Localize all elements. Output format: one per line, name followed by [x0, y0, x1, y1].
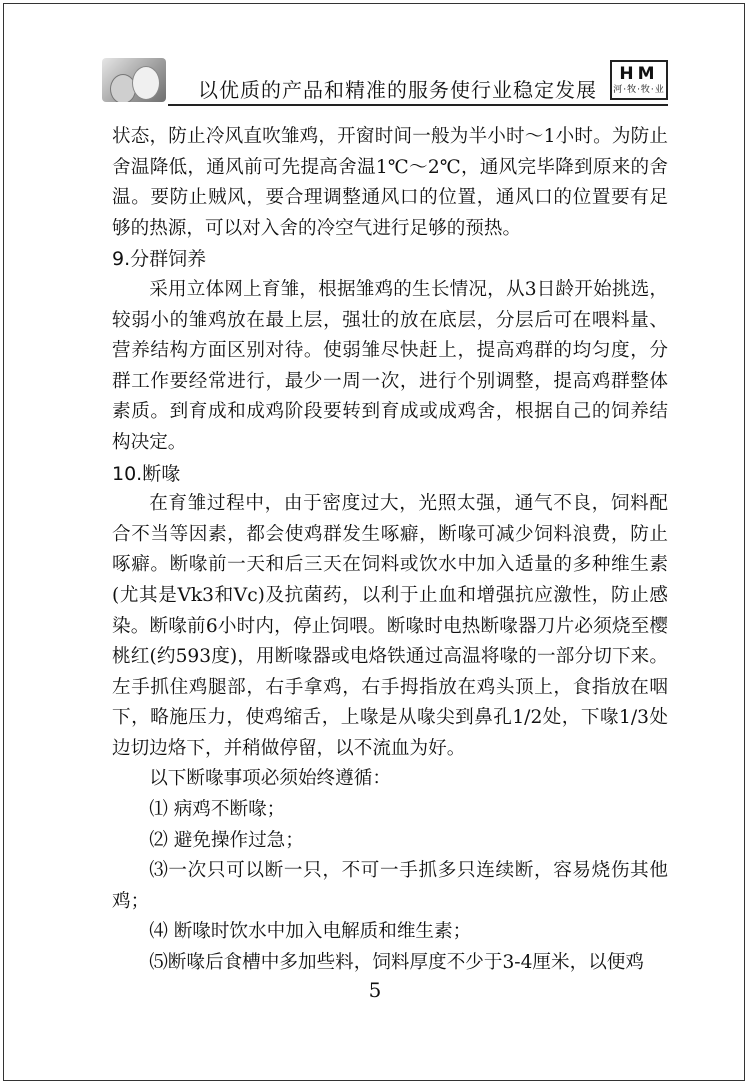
- header-rule: [168, 104, 668, 106]
- section-heading-10: 10.断喙: [112, 462, 181, 485]
- rule-item: ⑶一次只可以断一只，不可一手抓多只连续断，容易烧伤其他鸡；: [112, 860, 668, 912]
- rule-item: ⑴ 病鸡不断喙；: [149, 799, 286, 821]
- section-heading-9: 9.分群饲养: [112, 248, 207, 271]
- section-10-paragraph: 在育雏过程中，由于密度过大，光照太强，通气不良，饲料配合不当等因素，都会使鸡群发生啄癖，断喙可减少饲料浪费，防止啄癖。断喙前一天和后三天在饲料或饮水中加入适量的多种维生素(尤其是Vk3和Vc)及抗菌药，以利于止血和增强抗应激性，防止感染。断喙前6小时内，停止饲喂。断喙时电热断喙器刀片必须烧至樱桃红(约593度)，用断喙器或电烙铁通过高温将喙的一部分切下来。左手抓住鸡腿部，右手拿鸡，右手拇指放在鸡头顶上，食指放在咽下，略施压力，使鸡缩舌，上喙是从喙尖到鼻孔1/2处，下喙1/3处边切边烙下，并稍做停留，以不流血为好。: [112, 493, 668, 759]
- page-body: [112, 122, 668, 979]
- logo-subtitle: 河·牧·牧·业: [613, 85, 665, 95]
- rules-intro: 以下断喙事项必须始终遵循：: [149, 768, 391, 790]
- page-number: 5: [368, 978, 382, 1002]
- rule-item: ⑵ 避免操作过急；: [149, 829, 304, 851]
- header-title: 以优质的产品和精准的服务使行业稳定发展: [198, 78, 597, 102]
- paragraph-continued: 状态，防止冷风直吹雏鸡，开窗时间一般为半小时～1小时。为防止舍温降低，通风前可先提高舍温1℃～2℃，通风完毕降到原来的舍温。要防止贼风，要合理调整通风口的位置，通风口的位置要有足够的热源，可以对入舍的冷空气进行足够的预热。: [112, 126, 668, 239]
- chick-shape: [132, 66, 160, 100]
- section-9-paragraph: 采用立体网上育雏，根据雏鸡的生长情况，从3日龄开始挑选，较弱小的雏鸡放在最上层，强壮的放在底层，分层后可在喂料量、营养结构方面区别对待。使弱雏尽快赶上，提高鸡群的均匀度，分群工作要经常进行，最少一周一次，进行个别调整，提高鸡群整体素质。到育成和成鸡阶段要转到育成或成鸡舍，根据自己的饲养结构决定。: [112, 278, 668, 453]
- rule-item: ⑸断喙后食槽中多加些料，饲料厚度不少于3-4厘米，以便鸡: [149, 952, 644, 974]
- running-header: [102, 52, 668, 108]
- logo-mark: HM: [619, 64, 659, 84]
- chick-egg-image: [102, 58, 166, 102]
- rule-item: ⑷ 断喙时饮水中加入电解质和维生素；: [149, 921, 472, 943]
- company-logo: [610, 60, 668, 100]
